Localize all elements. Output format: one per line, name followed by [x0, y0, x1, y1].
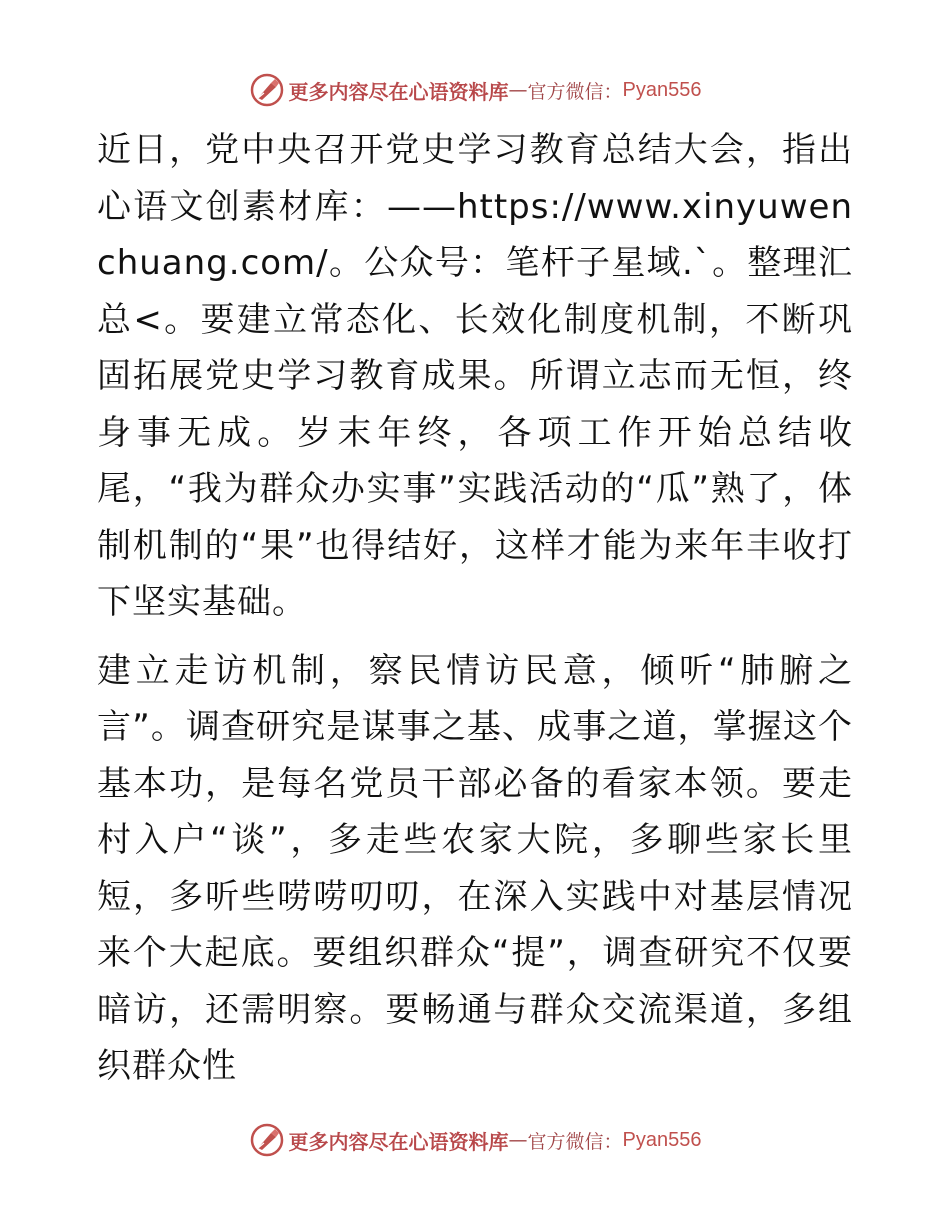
watermark-main-text: 更多内容尽在心语资料库 [288, 1129, 509, 1154]
pen-nib-circle-icon [249, 1122, 285, 1158]
document-body [97, 122, 853, 1095]
watermark-separator: — [508, 1129, 528, 1151]
pen-nib-circle-icon [249, 72, 285, 108]
watermark-separator: — [508, 79, 528, 101]
watermark-wechat-id: Pyan556 [622, 78, 702, 101]
watermark-wechat-id: Pyan556 [622, 1128, 702, 1151]
paragraph-2: 建立走访机制，察民情访民意，倾听“肺腑之言”。调查研究是谋事之基、成事之道，掌握这个基本功，是每名党员干部必备的看家本领。要走村入户“谈”，多走些农家大院，多聊些家长里短，多听些唠唠叨叨，在深入实践中对基层情况来个大起底。要组织群众“提”，调查研究不仅要暗访，还需明察。要畅通与群众交流渠道，多组织群众性 [97, 650, 853, 1086]
footer-watermark [0, 1120, 950, 1160]
paragraph-1: 近日，党中央召开党史学习教育总结大会，指出心语文创素材库：——https://www.xinyuwenchuang.com/。公众号：笔杆子星域.`。整理汇总<。要建立常态化、长效化制度机制，不断巩固拓展党史学习教育成果。所谓立志而无恒，终身事无成。岁末年终，各项工作开始总结收尾，“我为群众办实事”实践活动的“瓜”熟了，体制机制的“果”也得结好，这样才能为来年丰收打下坚实基础。 [97, 130, 853, 622]
watermark-main-text: 更多内容尽在心语资料库 [288, 79, 509, 104]
header-watermark [0, 70, 950, 110]
watermark-label: 官方微信： [527, 1130, 623, 1153]
watermark-label: 官方微信： [527, 80, 623, 103]
